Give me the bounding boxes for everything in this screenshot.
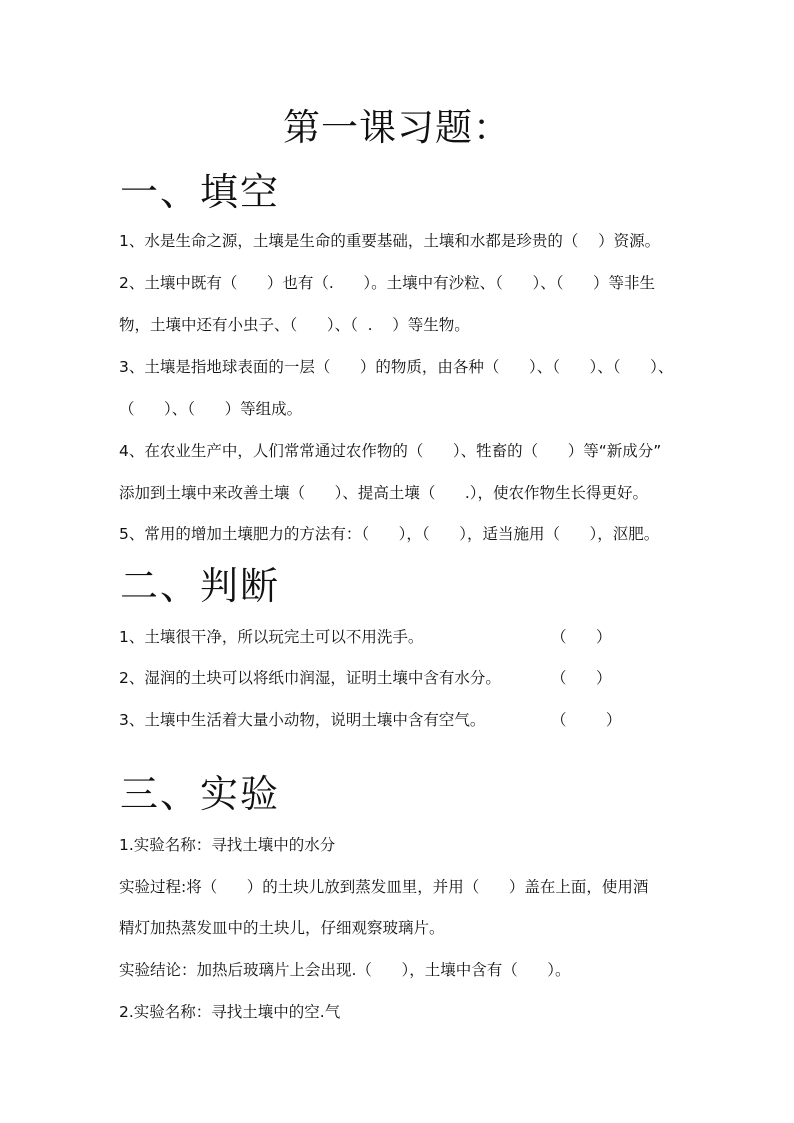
fill-question-4-line-1: 4、在农业生产中，人们常常通过农作物的（ ）、牲畜的（ ）等“新成分” <box>119 442 662 460</box>
section-heading-fill-in: 一、填空 <box>120 170 281 214</box>
experiment-1-process-line-2: 精灯加热蒸发皿中的土块儿，仔细观察玻璃片。 <box>119 919 445 937</box>
experiment-1-process-line-1: 实验过程:将（ ）的土块儿放到蒸发皿里，并用（ ）盖在上面，使用酒 <box>119 878 649 896</box>
experiment-1-conclusion: 实验结论：加热后玻璃片上会出现.（ ），土壤中含有（ ）。 <box>119 961 571 979</box>
page-title: 第一课习题： <box>283 106 511 149</box>
fill-question-2-line-1: 2、土壤中既有（ ）也有（. ）。土壤中有沙粒、（ ）、（ ）等非生 <box>119 274 656 292</box>
experiment-1-name: 1.实验名称：寻找土壤中的水分 <box>119 836 336 854</box>
fill-question-3-line-2: （ ）、（ ）等组成。 <box>119 400 303 418</box>
section-heading-experiment: 三、实验 <box>120 772 281 816</box>
judge-answer-paren-1: （ ） <box>551 628 612 646</box>
experiment-2-name: 2.实验名称：寻找土壤中的空.气 <box>119 1003 341 1021</box>
fill-question-5: 5、常用的增加土壤肥力的方法有：（ ），（ ），适当施用（ ），沤肥。 <box>119 525 660 543</box>
fill-question-3-line-1: 3、土壤是指地球表面的一层（ ）的物质，由各种（ ）、（ ）、（ ）、 <box>119 358 674 376</box>
fill-question-2-line-2: 物，土壤中还有小虫子、（ ）、（ . ）等生物。 <box>119 316 470 334</box>
judge-answer-paren-3: （ ） <box>551 711 622 729</box>
judge-question-1: 1、土壤很干净，所以玩完土可以不用洗手。 <box>119 628 424 646</box>
judge-answer-paren-2: （ ） <box>551 669 612 687</box>
section-heading-judgement: 二、判断 <box>120 564 281 608</box>
judge-question-3: 3、土壤中生活着大量小动物，说明土壤中含有空气。 <box>119 711 486 729</box>
fill-question-4-line-2: 添加到土壤中来改善土壤（ ）、提高土壤（ .），使农作物生长得更好。 <box>119 484 649 502</box>
fill-question-1: 1、水是生命之源，土壤是生命的重要基础，土壤和水都是珍贵的（ ）资源。 <box>119 232 661 250</box>
judge-question-2: 2、湿润的土块可以将纸巾润湿，证明土壤中含有水分。 <box>119 669 501 687</box>
